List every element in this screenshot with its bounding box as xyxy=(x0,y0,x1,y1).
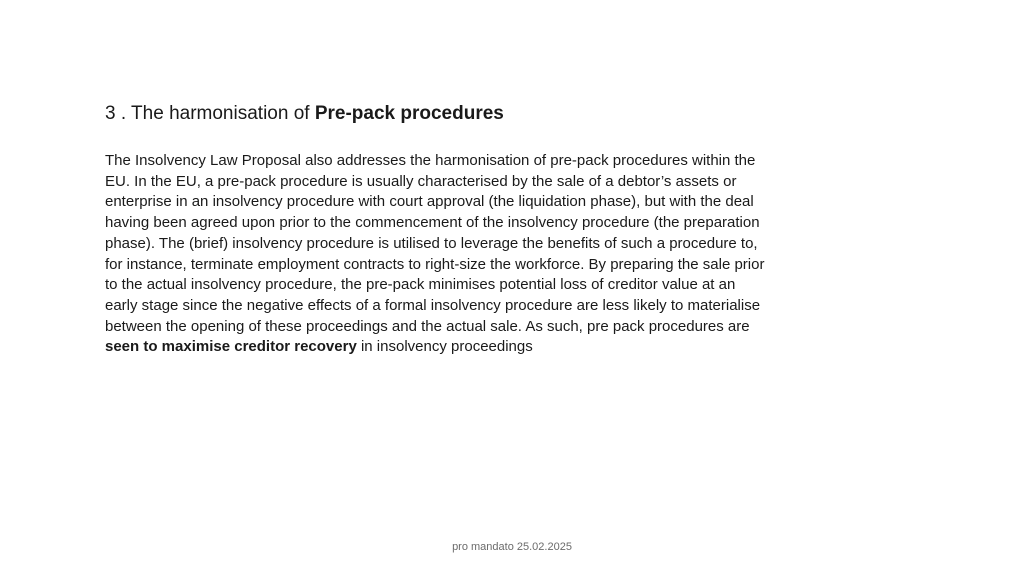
slide-footer: pro mandato 25.02.2025 xyxy=(452,541,572,553)
body-line: to the actual insolvency procedure, the pre-pack minimises potential loss of creditor value at an xyxy=(105,276,736,294)
body-line: phase). The (brief) insolvency procedure is utilised to leverage the benefits of such a procedure to, xyxy=(105,234,758,252)
body-line: The Insolvency Law Proposal also addresses the harmonisation of pre-pack procedures within the xyxy=(105,152,756,169)
body-line: enterprise in an insolvency procedure with court approval (the liquidation phase), but with the deal xyxy=(105,193,754,211)
body-line: between the opening of these proceedings and the actual sale. As such, pre pack procedures are xyxy=(105,317,750,335)
body-line: early stage since the negative effects of a formal insolvency procedure are less likely to materialise xyxy=(105,296,761,314)
body-line: having been agreed upon prior to the commencement of the insolvency procedure (the preparation xyxy=(105,214,760,232)
body-last-line-rest: in insolvency proceedings xyxy=(356,338,533,356)
body-line: for instance, terminate employment contracts to right-size the workforce. By preparing the sale prior xyxy=(105,255,765,273)
body-emphasis: seen to maximise creditor recovery xyxy=(105,338,357,356)
title-prefix: 3 . The harmonisation of xyxy=(105,103,315,124)
body-line: EU. In the EU, a pre-pack procedure is usually characterised by the sale of a debtor’s assets or xyxy=(105,172,737,190)
title-emphasis: Pre-pack procedures xyxy=(314,103,504,124)
body-last-line xyxy=(105,337,845,358)
body-paragraph xyxy=(105,151,845,358)
slide-title xyxy=(105,101,504,127)
